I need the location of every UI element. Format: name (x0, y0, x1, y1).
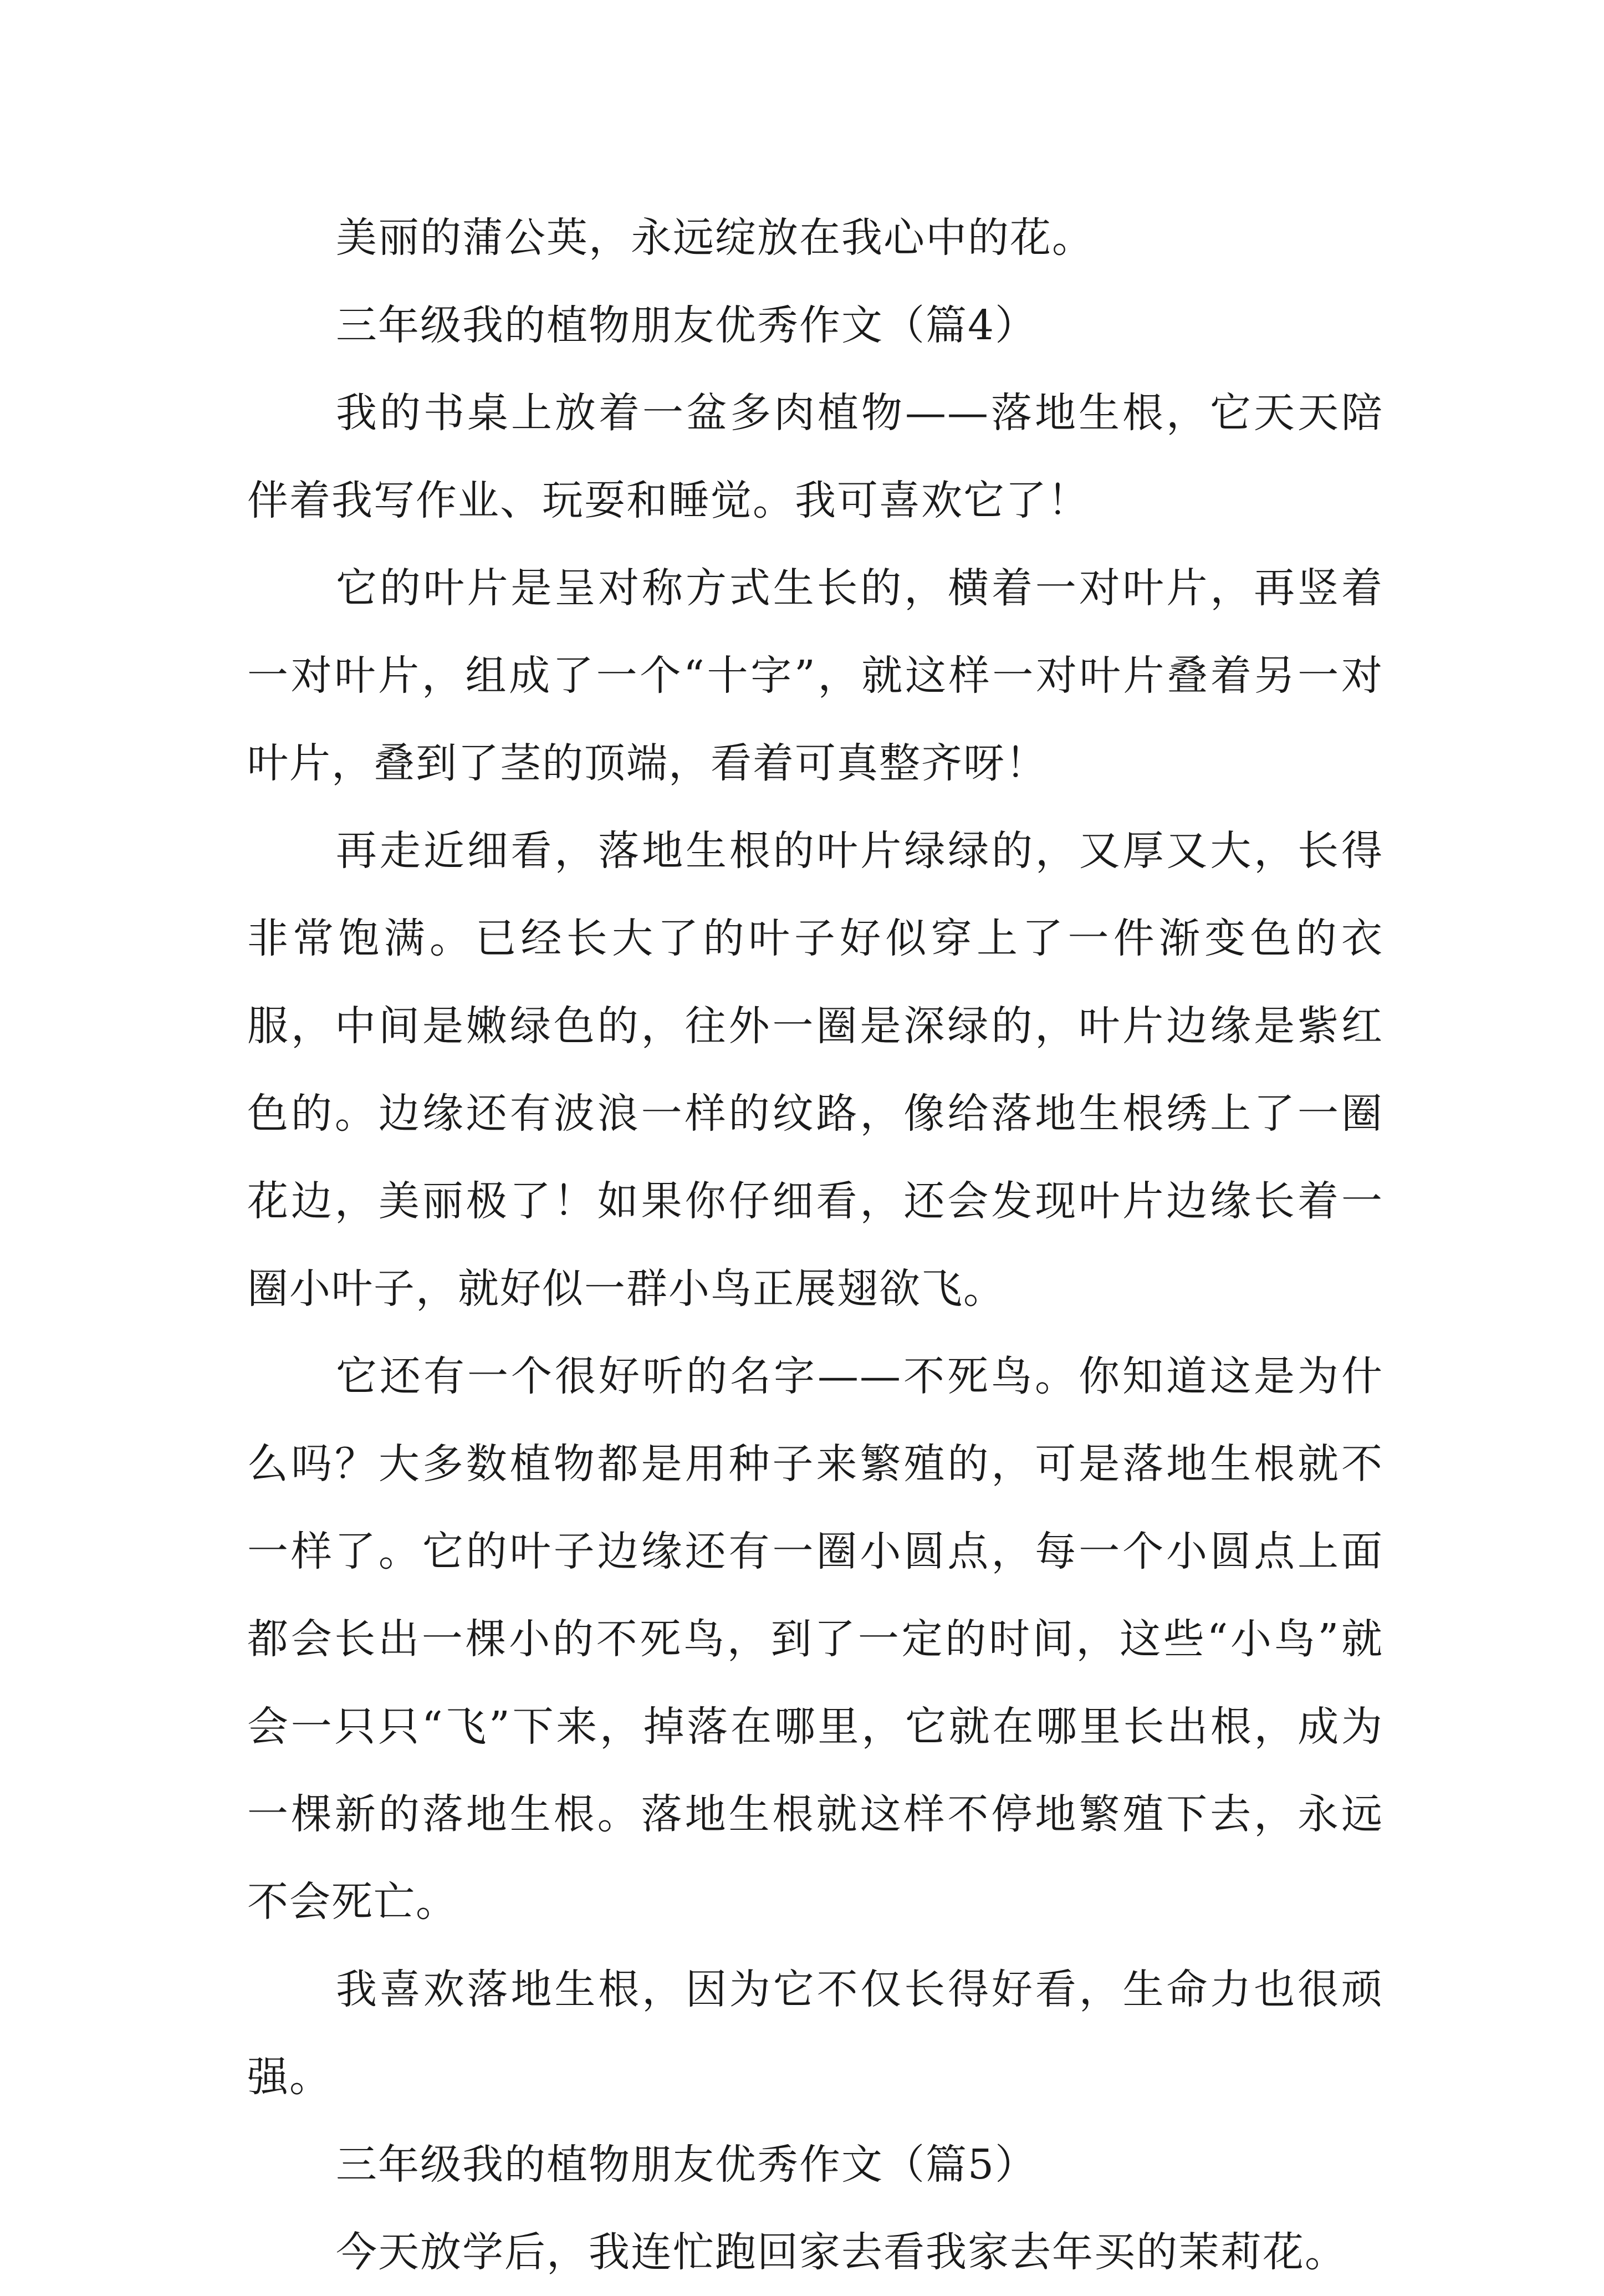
paragraph-leaf-arrangement: 它的叶片是呈对称方式生长的，横着一对叶片，再竖着一对叶片，组成了一个“十字”，就这样一对叶片叠着另一对叶片，叠到了茎的顶端，看着可真整齐呀！ (247, 564, 1383, 787)
paragraph-essay5-opening: 今天放学后，我连忙跑回家去看我家去年买的茉莉花。 (336, 2228, 1347, 2276)
essay-heading-4: 三年级我的植物朋友优秀作文（篇4） (336, 302, 1038, 349)
paragraph-intro: 我的书桌上放着一盆多肉植物——落地生根，它天天陪伴着我写作业、玩耍和睡觉。我可喜欢它了！ (247, 389, 1383, 524)
paragraph-conclusion: 我喜欢落地生根，因为它不仅长得好看，生命力也很顽强。 (247, 1966, 1383, 2101)
document-page (247, 194, 1383, 2296)
paragraph-leaf-detail: 再走近细看，落地生根的叶片绿绿的，又厚又大，长得非常饱满。已经长大了的叶子好似穿上了一件渐变色的衣服，中间是嫩绿色的，往外一圈是深绿的，叶片边缘是紫红色的。边缘还有波浪一样的纹路，像给落地生根绣上了一圈花边，美丽极了！如果你仔细看，还会发现叶片边缘长着一圈小叶子，就好似一群小鸟正展翅欲飞。 (247, 827, 1383, 1313)
paragraph-closing-dandelion: 美丽的蒲公英，永远绽放在我心中的花。 (336, 214, 1094, 262)
paragraph-name-reproduction: 它还有一个很好听的名字——不死鸟。你知道这是为什么吗？大多数植物都是用种子来繁殖的，可是落地生根就不一样了。它的叶子边缘还有一圈小圆点，每一个小圆点上面都会长出一棵小的不死鸟，到了一定的时间，这些“小鸟”就会一只只“飞”下来，掉落在哪里，它就在哪里长出根，成为一棵新的落地生根。落地生根就这样不停地繁殖下去，永远不会死亡。 (247, 1353, 1383, 1926)
essay-heading-5: 三年级我的植物朋友优秀作文（篇5） (336, 2141, 1038, 2188)
